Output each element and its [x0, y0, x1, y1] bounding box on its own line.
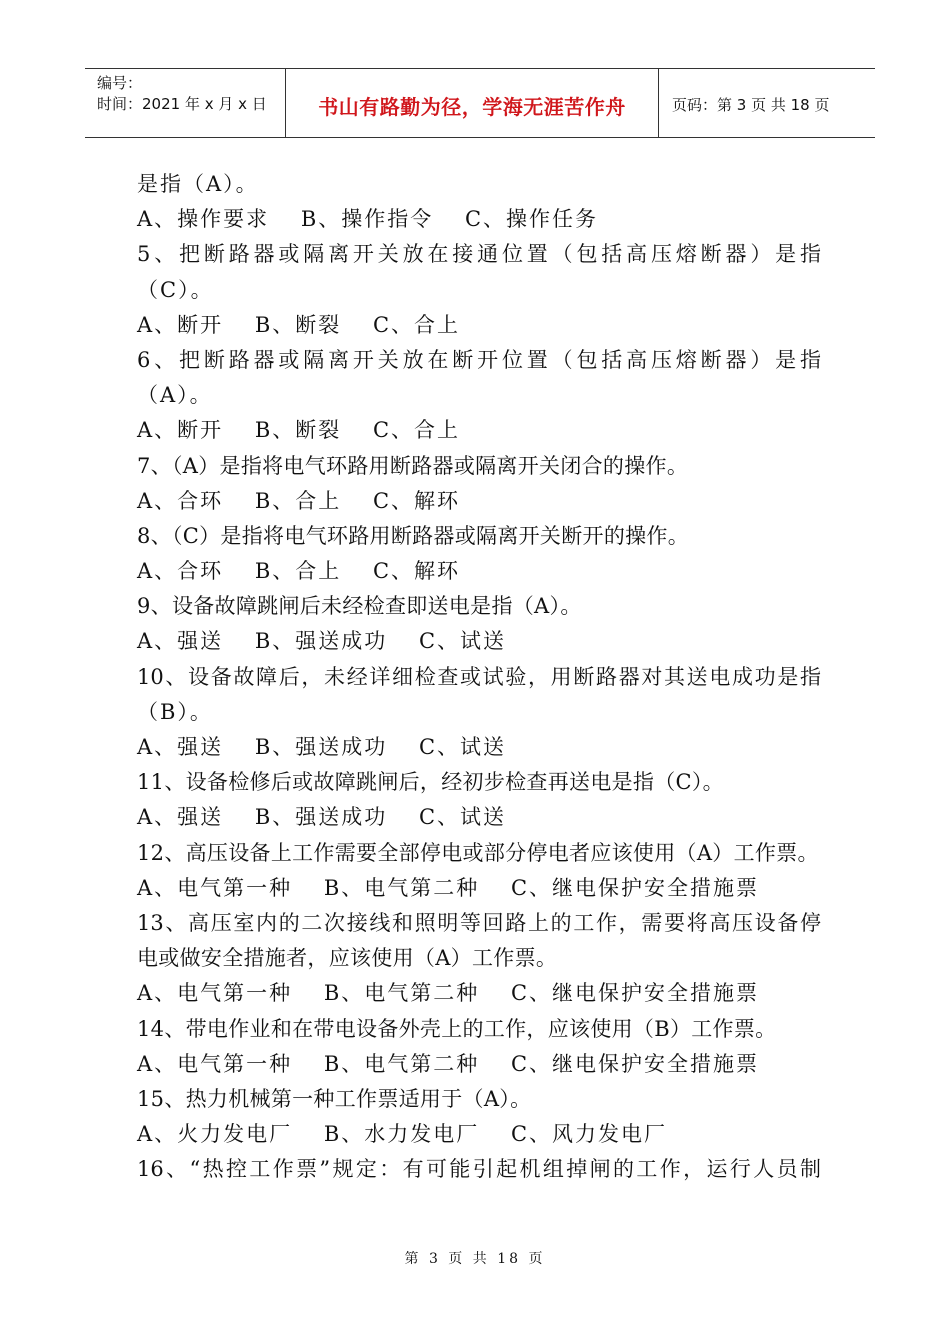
header-motto: 书山有路勤为径，学海无涯苦作舟	[318, 95, 626, 119]
answer-options: A、断开 B、断裂 C、合上	[137, 312, 461, 337]
question-line: 9、设备故障跳闸后未经检查即送电是指（A）。	[137, 594, 582, 619]
document-number-label: 编号：	[97, 74, 143, 92]
question-line: 7、（A）是指将电气环路用断路器或隔离开关闭合的操作。	[137, 453, 689, 478]
answer-options: A、电气第一种 B、电气第二种 C、继电保护安全措施票	[137, 981, 760, 1006]
answer-options: A、强送 B、强送成功 C、试送	[137, 629, 507, 654]
question-line: 15、热力机械第一种工作票适用于（A）。	[137, 1086, 532, 1111]
text-line: 电或做安全措施者，应该使用（A）工作票。	[137, 946, 558, 971]
document-body	[137, 167, 837, 1187]
answer-options: A、电气第一种 B、电气第二种 C、继电保护安全措施票	[137, 875, 760, 900]
document-date: 时间：2021 年 x 月 x 日	[97, 95, 267, 113]
answer-options: A、操作要求 B、操作指令 C、操作任务	[137, 207, 599, 232]
header-page-info: 页码：第 3 页 共 18 页	[672, 96, 830, 114]
answer-options: A、合环 B、合上 C、解环	[137, 559, 461, 584]
page-header	[85, 68, 875, 138]
text-line: 是指（A）。	[137, 172, 259, 196]
answer-options: A、断开 B、断裂 C、合上	[137, 418, 461, 443]
question-line: 10、设备故障后，未经详细检查或试验，用断路器对其送电成功是指	[137, 664, 821, 689]
question-line: 16、“热控工作票”规定：有可能引起机组掉闸的工作，运行人员制	[137, 1157, 821, 1182]
answer-options: A、合环 B、合上 C、解环	[137, 488, 461, 513]
header-meta-cell	[85, 69, 286, 137]
question-line: 6、把断路器或隔离开关放在断开位置（包括高压熔断器）是指	[137, 347, 821, 372]
page-footer: 第 3 页 共 18 页	[404, 1251, 546, 1267]
question-line: 14、带电作业和在带电设备外壳上的工作，应该使用（B）工作票。	[137, 1016, 777, 1041]
text-line: （A）。	[137, 383, 213, 408]
answer-options: A、火力发电厂 B、水力发电厂 C、风力发电厂	[137, 1122, 668, 1147]
text-line: （C）。	[137, 277, 214, 302]
question-line: 12、高压设备上工作需要全部停电或部分停电者应该使用（A）工作票。	[137, 840, 819, 865]
answer-options: A、强送 B、强送成功 C、试送	[137, 735, 507, 759]
question-line: 13、高压室内的二次接线和照明等回路上的工作，需要将高压设备停	[137, 910, 821, 935]
header-page-cell	[660, 69, 875, 137]
question-line: 8、（C）是指将电气环路用断路器或隔离开关断开的操作。	[137, 523, 690, 548]
header-motto-cell	[286, 69, 659, 137]
answer-options: A、电气第一种 B、电气第二种 C、继电保护安全措施票	[137, 1051, 760, 1076]
question-line: 11、设备检修后或故障跳闸后，经初步检查再送电是指（C）。	[137, 770, 724, 795]
answer-options: A、强送 B、强送成功 C、试送	[137, 805, 507, 830]
question-line: 5、把断路器或隔离开关放在接通位置（包括高压熔断器）是指	[137, 242, 821, 267]
text-line: （B）。	[137, 699, 213, 724]
